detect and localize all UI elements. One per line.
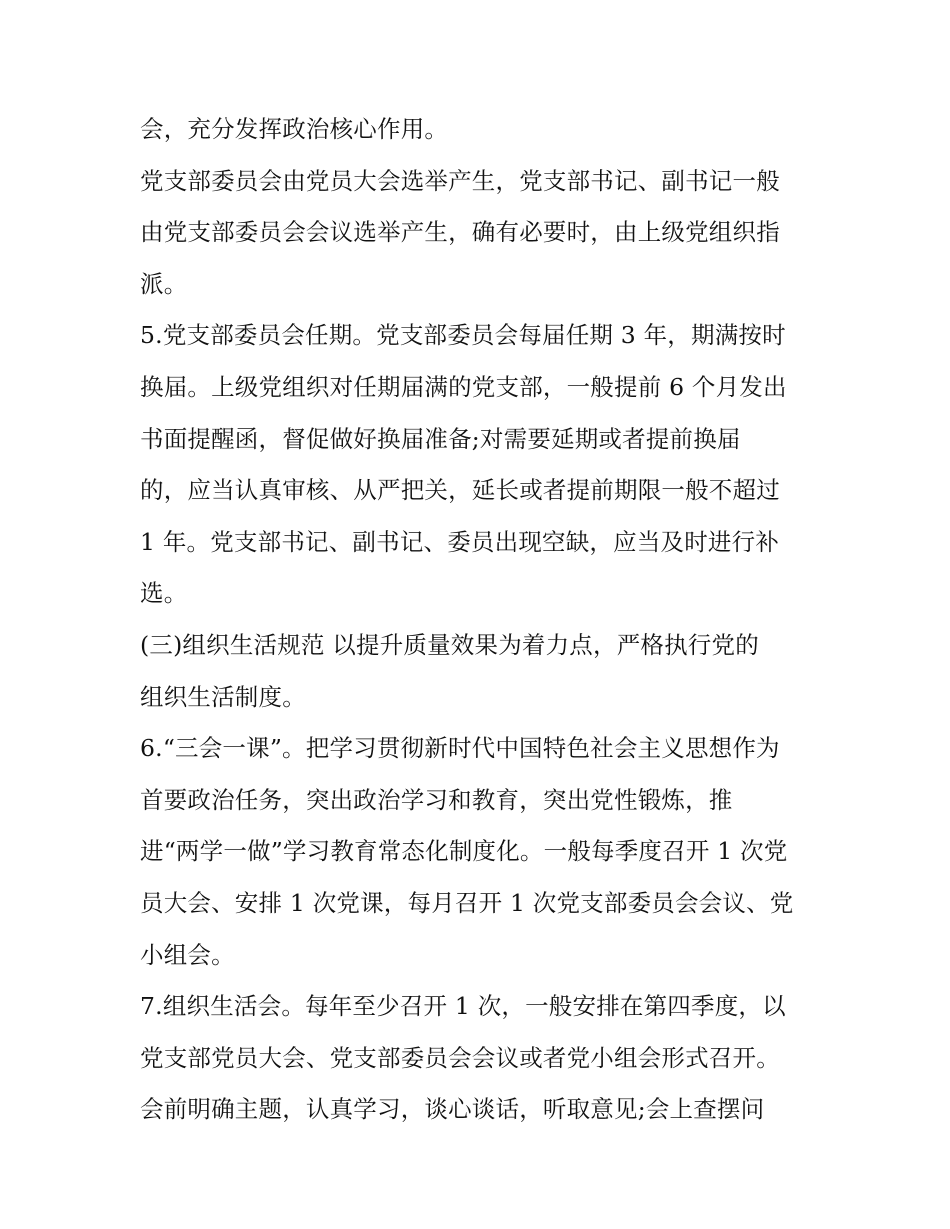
text-line: 党支部党员大会、党支部委员会会议或者党小组会形式召开。 [140,1043,780,1072]
text-line: 派。 [140,269,188,298]
document-body [140,104,830,1136]
text-line: 6.“三会一课”。把学习贯彻新时代中国特色社会主义思想作为 [140,734,780,763]
text-line: 会前明确主题，认真学习，谈心谈话，听取意见;会上查摆问 [140,1095,765,1124]
text-line: 1 年。党支部书记、副书记、委员出现空缺，应当及时进行补 [140,527,780,556]
text-line: 会，充分发挥政治核心作用。 [140,115,449,143]
text-line: 换届。上级党组织对任期届满的党支部，一般提前 6 个月发出 [140,372,787,401]
text-line: 书面提醒函，督促做好换届准备;对需要延期或者提前换届 [140,424,741,453]
text-line: 的，应当认真审核、从严把关，延长或者提前期限一般不超过 [140,476,780,505]
text-line: 党支部委员会由党员大会选举产生，党支部书记、副书记一般 [140,166,780,195]
text-line: 首要政治任务，突出政治学习和教育，突出党性锻炼，推 [140,785,733,814]
text-line: 小组会。 [140,940,235,969]
text-line: 进“两学一做”学习教育常态化制度化。一般每季度召开 1 次党 [140,837,788,866]
text-line: 5.党支部委员会任期。党支部委员会每届任期 3 年，期满按时 [140,321,786,350]
text-line: 选。 [140,579,188,608]
text-line: 由党支部委员会会议选举产生，确有必要时，由上级党组织指 [140,218,780,247]
text-line: 7.组织生活会。每年至少召开 1 次，一般安排在第四季度，以 [140,992,786,1021]
text-line: 组织生活制度。 [140,682,306,711]
section-heading: (三)组织生活规范 以提升质量效果为着力点，严格执行党的 [140,630,759,659]
text-line: 员大会、安排 1 次党课，每月召开 1 次党支部委员会会议、党 [140,888,794,917]
